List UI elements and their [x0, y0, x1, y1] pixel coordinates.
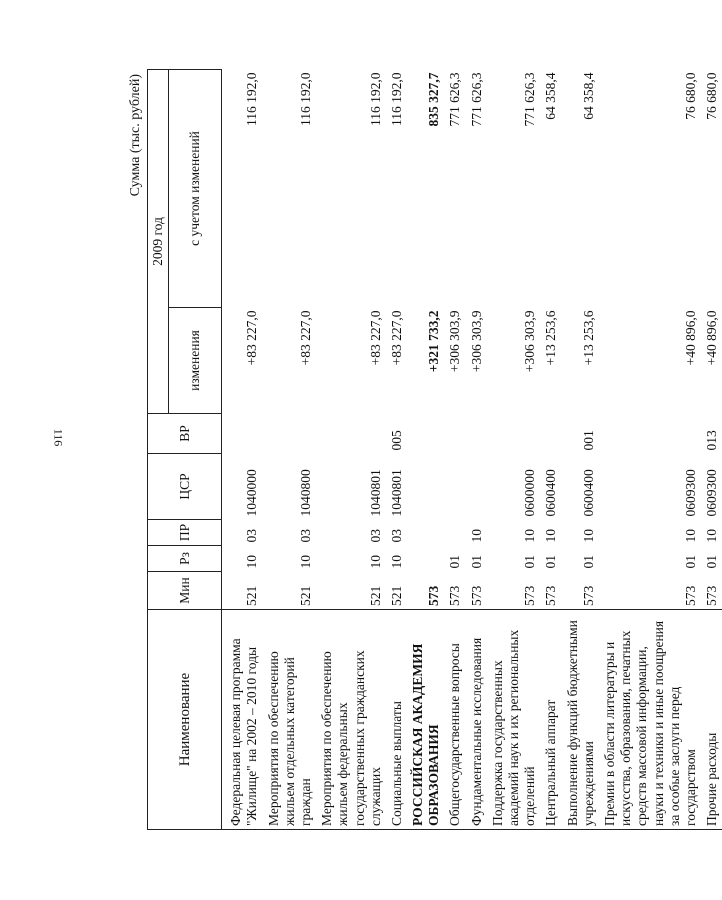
table-row: [263, 70, 317, 830]
row-csr: 1040801: [367, 469, 383, 517]
row-change: +83 227,0: [244, 310, 260, 366]
row-total: 771 626,3: [522, 72, 538, 127]
row-vr: [316, 414, 386, 454]
row-vr: [487, 414, 541, 454]
row-total: 76 680,0: [682, 72, 698, 120]
row-min: 573: [704, 585, 720, 606]
row-csr: [444, 454, 465, 520]
row-pr: 03: [297, 529, 313, 543]
row-name: Центральный аппарат: [540, 610, 561, 830]
row-csr: 1040000: [244, 469, 260, 517]
table-row: [407, 70, 444, 830]
row-min: 521: [388, 585, 404, 606]
table-row: [316, 70, 386, 830]
row-csr: 0600400: [580, 469, 596, 517]
row-pr: 10: [704, 529, 720, 543]
row-rz: 10: [244, 555, 260, 569]
row-rz: 01: [704, 555, 720, 569]
table-caption: Сумма (тыс. рублей): [128, 74, 143, 197]
header-changes: изменения: [169, 308, 222, 414]
row-vr: [222, 414, 263, 454]
table-row: [599, 70, 701, 830]
row-min: 573: [426, 585, 442, 606]
row-name: Социальные выплаты: [386, 610, 407, 830]
row-change: +40 896,0: [704, 310, 720, 366]
row-rz: [407, 546, 444, 572]
row-vr: 005: [388, 430, 404, 451]
row-rz: 10: [367, 555, 383, 569]
row-vr: [444, 414, 465, 454]
row-csr: [466, 454, 487, 520]
row-rz: 01: [580, 555, 596, 569]
row-csr: 0609300: [682, 469, 698, 517]
header-name: Наименование: [148, 610, 222, 830]
row-min: 573: [682, 585, 698, 606]
row-name: Поддержка государственных академий наук и их региональных отделений: [487, 610, 541, 830]
table-row: [444, 70, 465, 830]
budget-table: [147, 69, 722, 830]
table-row: [701, 70, 722, 830]
row-rz: 01: [468, 555, 484, 569]
row-rz: 10: [388, 555, 404, 569]
row-csr: 0600000: [522, 469, 538, 517]
row-total: 116 192,0: [367, 72, 383, 126]
row-csr: 1040800: [297, 469, 313, 517]
row-min: 573: [522, 585, 538, 606]
row-vr: [599, 414, 701, 454]
table-row: [487, 70, 541, 830]
row-name: Федеральная целевая программа "Жилище" на 2002 – 2010 годы: [222, 610, 263, 830]
row-csr: 0600400: [543, 469, 559, 517]
row-min: 521: [244, 585, 260, 606]
row-min: 521: [297, 585, 313, 606]
header-pr: ПР: [148, 520, 222, 546]
row-min: 521: [367, 585, 383, 606]
row-change: +13 253,6: [543, 310, 559, 366]
row-rz: 10: [297, 555, 313, 569]
row-total: 64 358,4: [580, 72, 596, 120]
row-change: +13 253,6: [580, 310, 596, 366]
row-change: +83 227,0: [297, 310, 313, 366]
table-row: [562, 70, 599, 830]
header-rz: Рз: [148, 546, 222, 572]
row-rz: 01: [543, 555, 559, 569]
row-pr: 10: [580, 529, 596, 543]
header-vr: ВР: [148, 414, 222, 454]
row-name: Выполнение функций бюджетными учреждениями: [562, 610, 599, 830]
row-change: +306 303,9: [447, 310, 463, 373]
row-total: 116 192,0: [297, 72, 313, 126]
row-vr: 001: [580, 430, 596, 451]
table-row: [222, 70, 263, 830]
row-csr: 1040801: [388, 469, 404, 517]
row-csr: [407, 454, 444, 520]
table-row: [466, 70, 487, 830]
table-body: [222, 70, 722, 830]
header-with-changes: с учетом изменений: [169, 70, 222, 308]
header-min: Мин: [148, 572, 222, 610]
row-change: +83 227,0: [388, 310, 404, 366]
row-change: +306 303,9: [522, 310, 538, 373]
row-pr: 10: [682, 529, 698, 543]
row-pr: [444, 520, 465, 546]
row-total: 771 626,3: [447, 72, 463, 127]
row-total: 116 192,0: [244, 72, 260, 126]
row-rz: 01: [447, 555, 463, 569]
row-pr: 03: [244, 529, 260, 543]
row-name: Мероприятия по обеспечению жильем отдельных категорий граждан: [263, 610, 317, 830]
rotated-page-content: [120, 70, 720, 830]
header-year: 2009 год: [148, 70, 169, 414]
row-vr: 013: [704, 430, 720, 451]
row-change: +83 227,0: [367, 310, 383, 366]
row-name: Общегосударственные вопросы: [444, 610, 465, 830]
row-name: РОССИЙСКАЯ АКАДЕМИЯ ОБРАЗОВАНИЯ: [407, 610, 444, 830]
table-row: [540, 70, 561, 830]
row-rz: 01: [522, 555, 538, 569]
row-pr: 03: [388, 529, 404, 543]
row-pr: 03: [367, 529, 383, 543]
row-total: 64 358,4: [543, 72, 559, 120]
row-min: 573: [543, 585, 559, 606]
row-total: 771 626,3: [468, 72, 484, 127]
row-rz: 01: [682, 555, 698, 569]
row-vr: [407, 414, 444, 454]
row-name: Мероприятия по обеспечению жильем федеральных государственных гражданских служащих: [316, 610, 386, 830]
row-pr: 10: [468, 529, 484, 543]
row-csr: 0609300: [704, 469, 720, 517]
row-change: +321 733,2: [426, 310, 442, 373]
row-name: Премии в области литературы и искусства, образования, печатных средств массовой информации, науки и техники и иные поощрения за особые заслуги перед государством: [599, 610, 701, 830]
row-min: 573: [468, 585, 484, 606]
table-row: [386, 70, 407, 830]
row-change: +306 303,9: [468, 310, 484, 373]
row-pr: 10: [522, 529, 538, 543]
row-min: 573: [447, 585, 463, 606]
row-pr: 10: [543, 529, 559, 543]
row-min: 573: [580, 585, 596, 606]
row-change: +40 896,0: [682, 310, 698, 366]
row-vr: [466, 414, 487, 454]
row-total: 76 680,0: [704, 72, 720, 120]
header-csr: ЦСР: [148, 454, 222, 520]
row-vr: [263, 414, 317, 454]
row-name: Прочие расходы: [701, 610, 722, 830]
row-total: 116 192,0: [388, 72, 404, 126]
row-vr: [540, 414, 561, 454]
row-name: Фундаментальные исследования: [466, 610, 487, 830]
row-total: 835 327,7: [426, 72, 442, 127]
page-number: 116: [51, 428, 66, 447]
row-pr: [407, 520, 444, 546]
